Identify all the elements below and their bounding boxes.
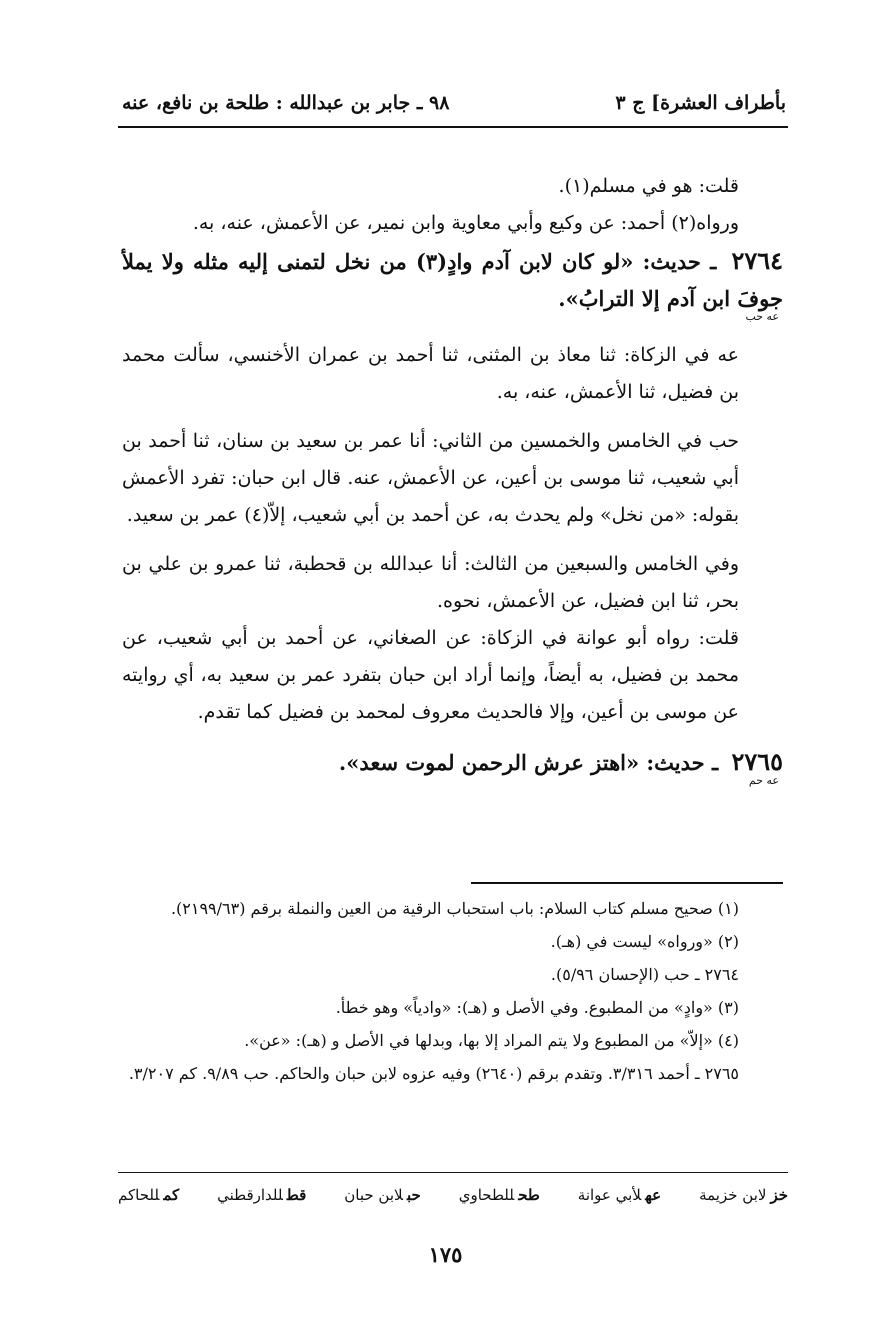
hadith-sigla: عه حب bbox=[745, 310, 779, 323]
key-item: طحللطحاوي bbox=[458, 1186, 540, 1204]
footnote-3: ٢٧٦٤ ـ حب (الإحسان ٥/٩٦). bbox=[550, 965, 739, 984]
hadith-text: ـ حديث: «اهتز عرش الرحمن لموت سعد». bbox=[338, 750, 719, 775]
footnotes bbox=[122, 892, 783, 1090]
header-divider bbox=[118, 126, 788, 128]
hadith-2765 bbox=[122, 743, 783, 787]
header-chapter: ٩٨ ـ جابر بن عبدالله : طلحة بن نافع، عنه bbox=[122, 92, 450, 114]
footnote-2: (٢) «ورواه» ليست في (هـ). bbox=[550, 932, 739, 951]
footnote-divider bbox=[471, 882, 783, 884]
key-divider bbox=[118, 1172, 788, 1173]
paragraph-3: عه في الزكاة: ثنا معاذ بن المثنى، ثنا أحمد بن عمران الأخنسي، سألت محمد بن فضيل، ثنا الأعمش، عنه، به. bbox=[122, 344, 739, 403]
footnote-6: ٢٧٦٥ ـ أحمد ٣/٣١٦. وتقدم برقم (٢٦٤٠) وفيه عزوه لابن حبان والحاكم. حب ٩/٨٩. كم ٣/٢٠٧. bbox=[128, 1064, 739, 1083]
key-item: قطللدارقطني bbox=[217, 1186, 307, 1204]
key-item: حبلابن حبان bbox=[344, 1186, 421, 1204]
key-item: خزلابن خزيمة bbox=[699, 1186, 788, 1204]
footnote-5: (٤) «إلاّ» من المطبوع ولا يتم المراد إلا بها، وبدلها في الأصل و (هـ): «عن». bbox=[244, 1031, 739, 1050]
running-header bbox=[122, 86, 786, 120]
footnote-1: (١) صحيح مسلم كتاب السلام: باب استحباب الرقية من العين والنملة برقم (٢١٩٩/٦٣). bbox=[170, 899, 739, 918]
hadith-number: ٢٧٦٥ bbox=[731, 747, 783, 776]
footnote-4: (٣) «وادٍ» من المطبوع. وفي الأصل و (هـ): «وادياً» وهو خطأ. bbox=[335, 998, 739, 1017]
hadith-sigla: عه حم bbox=[748, 774, 779, 787]
key-item: عهلأبي عوانة bbox=[577, 1186, 662, 1204]
key-item: كمللحاكم bbox=[118, 1186, 180, 1204]
paragraph-2: ورواه(٢) أحمد: عن وكيع وأبي معاوية وابن نمير، عن الأعمش، عنه، به. bbox=[192, 212, 739, 234]
header-volume: بأطراف العشرة] ج ٣ bbox=[615, 92, 786, 114]
abbreviation-key bbox=[118, 1186, 788, 1204]
paragraph-5: وفي الخامس والسبعين من الثالث: أنا عبدالله بن قحطبة، ثنا عمرو بن علي بن بحر، ثنا ابن فضيل، عن الأعمش، نحوه. bbox=[122, 553, 739, 612]
hadith-number: ٢٧٦٤ bbox=[731, 246, 783, 275]
page-number: ١٧٥ bbox=[428, 1242, 463, 1267]
paragraph-6: قلت: رواه أبو عوانة في الزكاة: عن الصغاني، عن أحمد بن أبي شعيب، عن محمد بن فضيل، به أيضاً، وإنما أراد ابن حبان بتفرد عمر بن سعيد به، أي روايته عن موسى بن أعين، وإلا فالحديث معروف لمحمد بن فضيل كما تقدم. bbox=[122, 627, 739, 723]
hadith-2764 bbox=[122, 242, 783, 323]
paragraph-4: حب في الخامس والخمسين من الثاني: أنا عمر بن سعيد بن سنان، ثنا أحمد بن أبي شعيب، ثنا موسى بن أعين، عن الأعمش، عنه. قال ابن حبان: تفرد الأعمش بقوله: «من نخل» ولم يحدث به، عن أحمد بن أبي شعيب، إلاّ(٤) عمر بن سعيد. bbox=[122, 430, 739, 526]
hadith-text: ـ حديث: «لو كان لابن آدم وادٍ(٣) من نخل لتمنى إليه مثله ولا يملأ جوفَ ابن آدم إلا الترابُ». bbox=[122, 249, 783, 311]
main-text bbox=[122, 168, 783, 789]
paragraph-1: قلت: هو في مسلم(١). bbox=[558, 175, 739, 197]
